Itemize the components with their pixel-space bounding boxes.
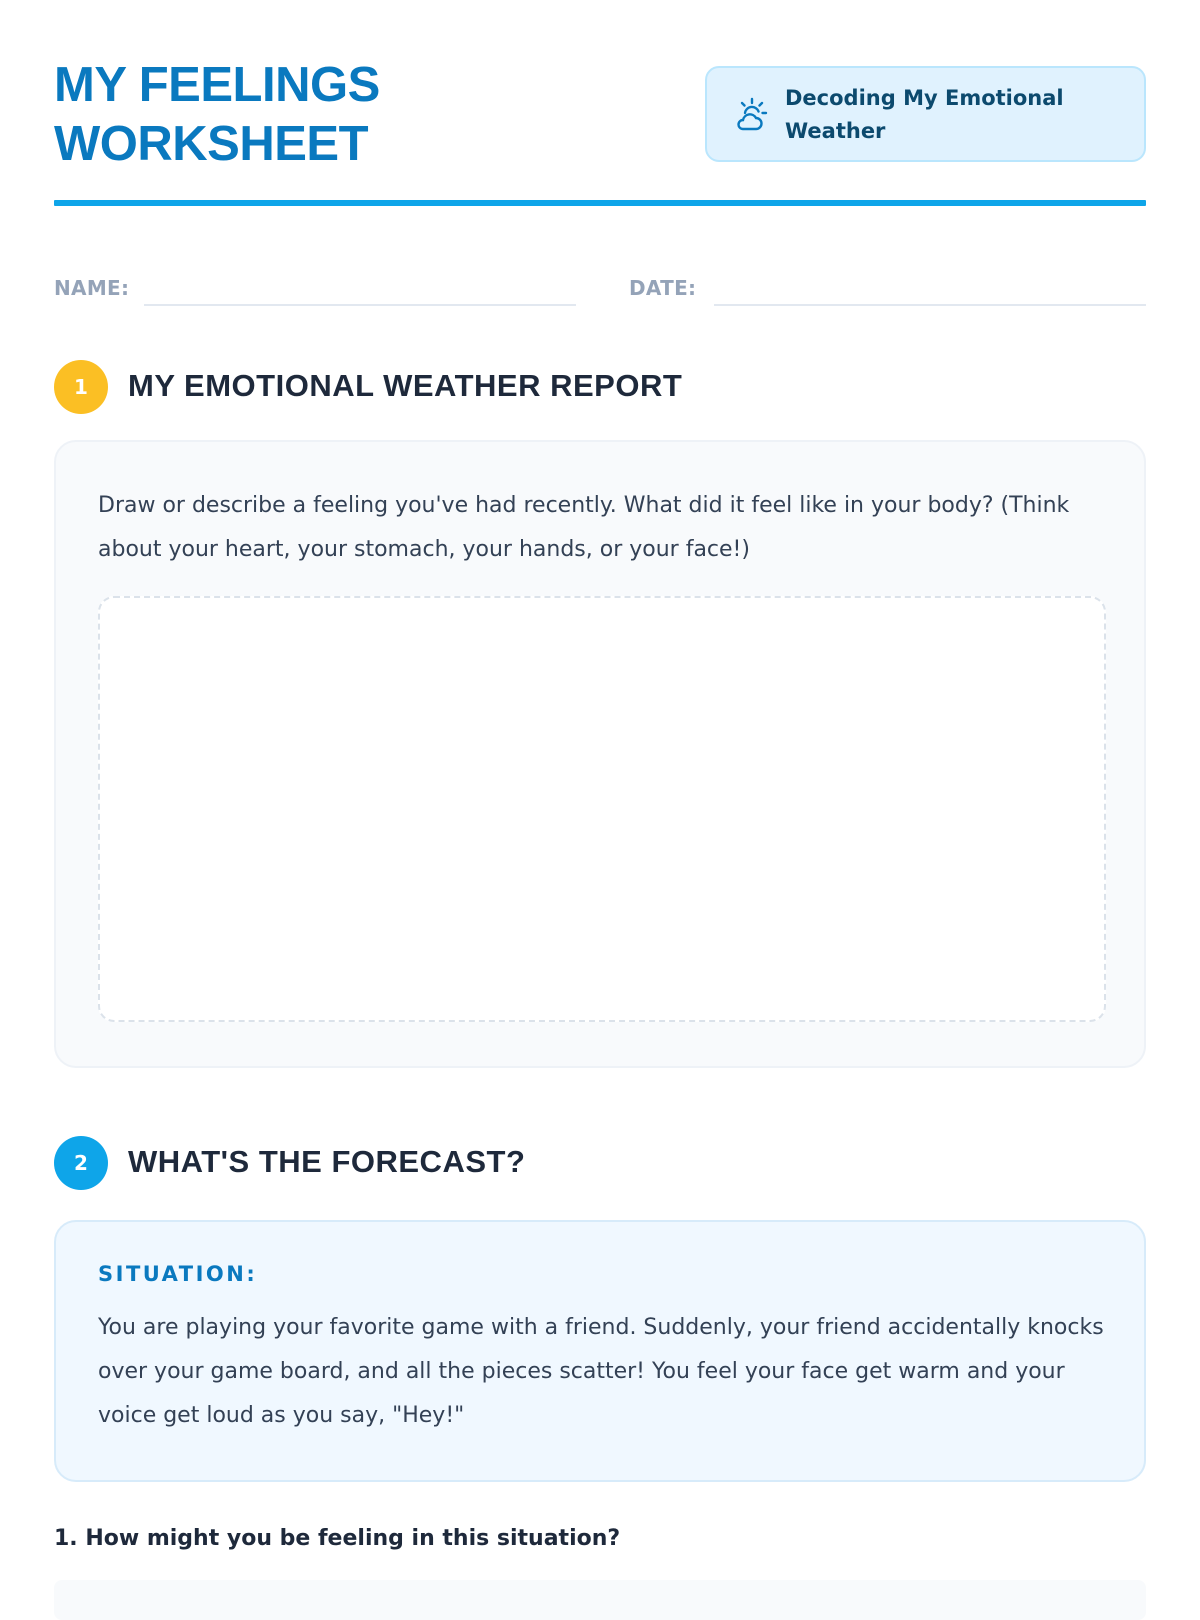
date-field[interactable] xyxy=(714,304,1146,306)
answer-field-1[interactable] xyxy=(54,1580,1146,1620)
situation-text: You are playing your favorite game with a friend. Suddenly, your friend accidentally knocks over your game board, and all the pieces scatter! You feel your face get warm and your voice get loud as you say, "Hey!" xyxy=(98,1315,1104,1428)
situation-label: SITUATION: xyxy=(98,1262,258,1286)
section-1-number: 1 xyxy=(54,360,108,414)
section-2-heading xyxy=(54,1136,1146,1192)
date-label: DATE: xyxy=(629,276,697,300)
name-date-fields xyxy=(54,208,1146,318)
badge-text: Decoding My Emotional Weather xyxy=(785,86,1064,143)
section-1-heading xyxy=(54,360,1146,416)
title-line-2: WORKSHEET xyxy=(54,117,368,171)
sun-cloud-icon xyxy=(733,96,771,134)
topic-badge xyxy=(705,66,1146,162)
title-line-1: MY FEELINGS xyxy=(54,58,380,112)
weather-report-prompt: Draw or describe a feeling you've had recently. What did it feel like in your body? (Think about your heart, your stomach, your hands, or your face!) xyxy=(98,493,1070,562)
section-2-title: WHAT'S THE FORECAST? xyxy=(128,1144,526,1179)
name-field[interactable] xyxy=(144,304,576,306)
question-1: 1. How might you be feeling in this situation? xyxy=(54,1526,621,1551)
title-divider xyxy=(54,200,1146,206)
drawing-area[interactable] xyxy=(98,596,1106,1022)
worksheet-title xyxy=(54,56,380,174)
situation-card xyxy=(54,1220,1146,1482)
section-2-number: 2 xyxy=(54,1136,108,1190)
worksheet-header xyxy=(54,0,1146,208)
weather-report-card xyxy=(54,440,1146,1068)
section-1-title: MY EMOTIONAL WEATHER REPORT xyxy=(128,368,683,403)
name-label: NAME: xyxy=(54,276,130,300)
